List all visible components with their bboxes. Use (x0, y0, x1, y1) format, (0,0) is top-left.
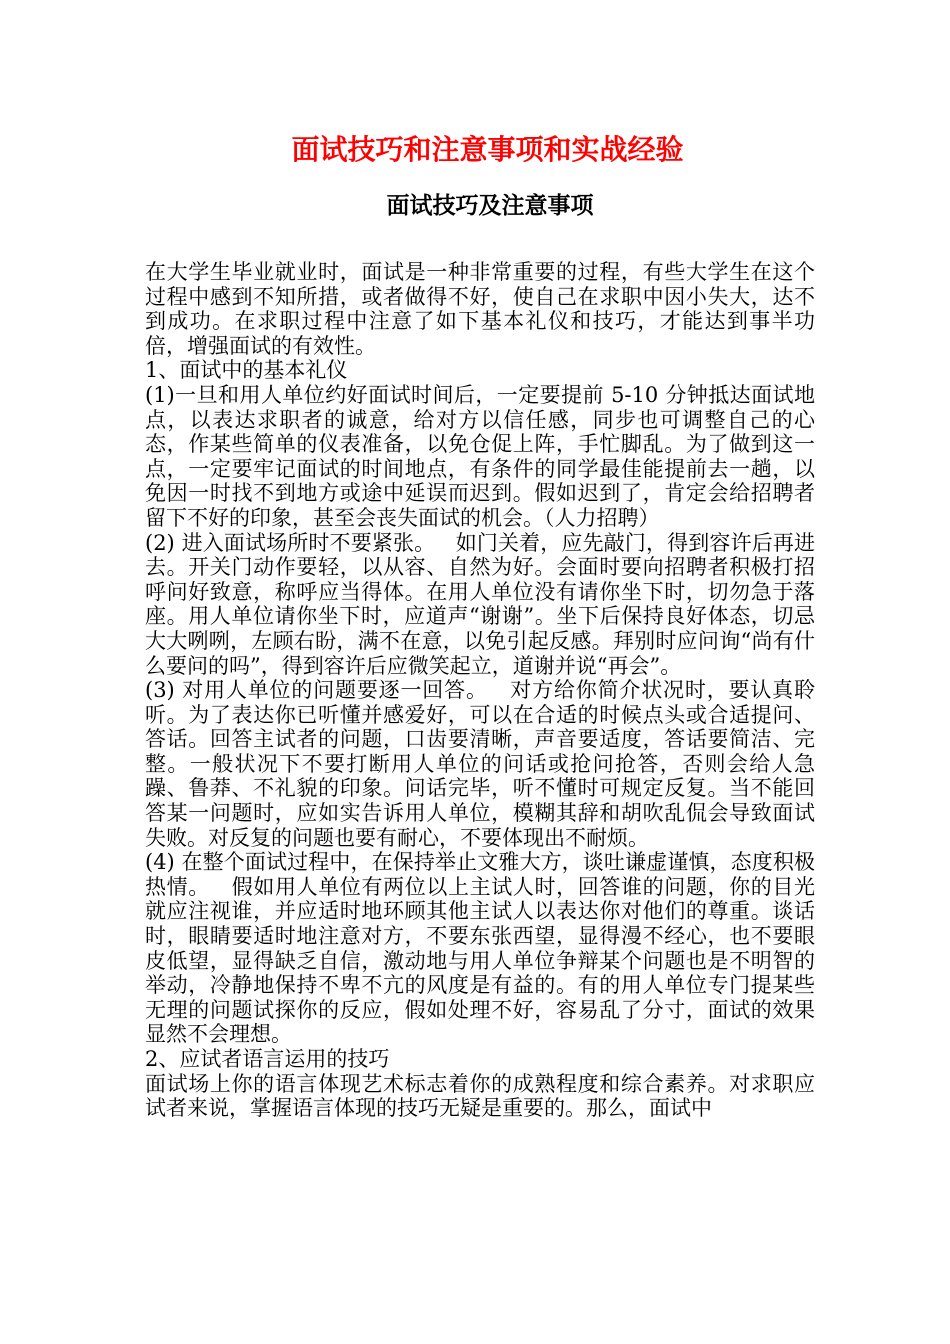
etiquette-item-2: (2) 进入面试场所时不要紧张。 如门关着，应先敲门，得到容许后再进去。开关门动作要轻，以从容、自然为好。会面时要向招聘者积极打招呼问好致意，称呼应当得体。在用人单位没有请你坐下时，切勿急于落座。用人单位请你坐下时，应道声“谢谢”。坐下后保持良好体态，切忌大大咧咧，左顾右盼，满不在意，以免引起反感。拜别时应问询“尚有什么要问的吗”，得到容许后应微笑起立，道谢并说“再会”。 (145, 530, 815, 678)
section-heading-etiquette: 1、面试中的基本礼仪 (145, 358, 348, 383)
document-title: 面试技巧和注意事项和实战经验 (291, 133, 684, 166)
etiquette-item-1: (1)一旦和用人单位约好面试时间后，一定要提前 5-10 分钟抵达面试地点，以表达求职者的诚意，给对方以信任感，同步也可调整自己的心态，作某些简单的仪表准备，以免仓促上阵，手忙脚乱。为了做到这一点，一定要牢记面试的时间地点，有条件的同学最佳能提前去一趟，以免因一时找不到地方或途中延误而迟到。假如迟到了，肯定会给招聘者留下不好的印象，甚至会丧失面试的机会。（人力招聘） (145, 382, 815, 530)
document-subtitle: 面试技巧及注意事项 (386, 192, 594, 219)
intro-paragraph: 在大学生毕业就业时，面试是一种非常重要的过程，有些大学生在这个过程中感到不知所措，或者做得不好，使自己在求职中因小失大，达不到成功。在求职过程中注意了如下基本礼仪和技巧，才能达到事半功倍，增强面试的有效性。 (145, 260, 815, 358)
section-heading-language: 2、应试者语言运用的技巧 (145, 1047, 390, 1071)
language-paragraph: 面试场上你的语言体现艺术标志着你的成熟程度和综合素养。对求职应试者来说，掌握语言体现的技巧无疑是重要的。那么，面试中 (145, 1071, 815, 1121)
etiquette-item-3: (3) 对用人单位的问题要逐一回答。 对方给你简介状况时，要认真聆听。为了表达你已听懂并感爱好，可以在合适的时候点头或合适提问、答话。回答主试者的问题，口齿要清晰，声音要适度，答话要简洁、完整。一般状况下不要打断用人单位的问话或抢问抢答，否则会给人急躁、鲁莽、不礼貌的印象。问话完毕，听不懂时可规定反复。当不能回答某一问题时，应如实告诉用人单位，模糊其辞和胡吹乱侃会导致面试失败。对反复的问题也要有耐心，不要体现出不耐烦。 (145, 678, 815, 850)
document-body (145, 260, 815, 1121)
etiquette-item-4: (4) 在整个面试过程中，在保持举止文雅大方，谈吐谦虚谨慎，态度积极热情。 假如用人单位有两位以上主试人时，回答谁的问题，你的目光就应注视谁，并应适时地环顾其他主试人以表达你对他们的尊重。谈话时，眼睛要适时地注意对方，不要东张西望，显得漫不经心，也不要眼皮低望，显得缺乏自信，激动地与用人单位争辩某个问题也是不明智的举动，冷静地保持不卑不亢的风度是有益的。有的用人单位专门提某些无理的问题试探你的反应，假如处理不好，容易乱了分寸，面试的效果显然不会理想。 (145, 850, 815, 1047)
